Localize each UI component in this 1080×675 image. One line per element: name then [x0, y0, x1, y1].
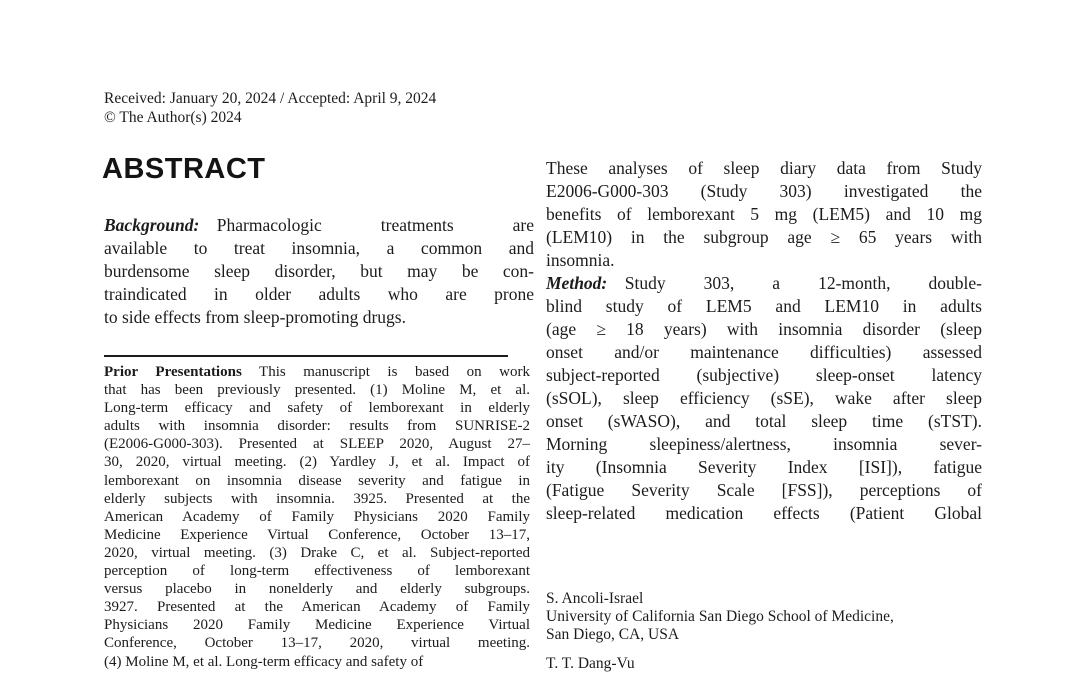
- text-line: Prior Presentations This manuscript is based on work: [104, 364, 530, 380]
- text-line: Medicine Experience Virtual Conference, October 13–17,: [104, 526, 530, 543]
- text-line: adults with insomnia disorder: results from SUNRISE-2: [104, 418, 530, 435]
- text-line: Long-term efficacy and safety of lemborexant in elderly: [104, 400, 530, 417]
- text-line: (4) Moline M, et al. Long-term efficacy and safety of: [104, 653, 424, 670]
- affiliations-block: [546, 590, 982, 673]
- text-line: S. Ancoli-Israel: [546, 590, 644, 607]
- text-line: (age ≥ 18 years) with insomnia disorder (sleep: [546, 319, 982, 339]
- text-line: Morning sleepiness/alertness, insomnia sever-: [546, 434, 982, 454]
- text-line: traindicated in older adults who are prone: [104, 284, 534, 304]
- text-line: Method: Study 303, a 12-month, double-: [546, 273, 982, 293]
- text-line: versus placebo in nonelderly and elderly subgroups.: [104, 581, 530, 598]
- abstract-right-column: [546, 157, 982, 525]
- text-line: elderly subjects with insomnia. 3925. Presented at the: [104, 490, 530, 507]
- text-line: that has been previously presented. (1) Moline M, et al.: [104, 382, 530, 399]
- text-line: available to treat insomnia, a common and: [104, 238, 534, 258]
- received-accepted-block: [104, 90, 574, 127]
- text-line: lemborexant on insomnia disease severity and fatigue in: [104, 472, 530, 489]
- text-line: T. T. Dang-Vu: [546, 655, 635, 672]
- text-line: ity (Insomnia Severity Index [ISI]), fatigue: [546, 457, 982, 477]
- text-line: Background: Pharmacologic treatments are: [104, 215, 534, 235]
- text-line: 30, 2020, virtual meeting. (2) Yardley J, et al. Impact of: [104, 454, 530, 471]
- text-line: insomnia.: [546, 250, 615, 270]
- paragraph-label: Prior Presentations: [104, 364, 242, 380]
- text-line: These analyses of sleep diary data from Study: [546, 158, 982, 178]
- paragraph-label: Background:: [104, 215, 200, 235]
- text-line: Conference, October 13–17, 2020, virtual meeting.: [104, 635, 530, 652]
- text-line: onset and/or maintenance difficulties) assessed: [546, 342, 982, 362]
- text-line: (LEM10) in the subgroup age ≥ 65 years with: [546, 227, 982, 247]
- text-line: (Fatigue Severity Scale [FSS]), perceptions of: [546, 480, 982, 500]
- affiliation-ancoli-israel: [546, 590, 982, 644]
- text-line: sleep-related medication effects (Patient Global: [546, 503, 982, 523]
- method-paragraph: [546, 272, 982, 525]
- text-line: Physicians 2020 Family Medicine Experience Virtual: [104, 617, 530, 634]
- text-line: onset (sWASO), and total sleep time (sTST).: [546, 411, 982, 431]
- text-line: subject-reported (subjective) sleep-onset latency: [546, 365, 982, 385]
- text-line: benefits of lemborexant 5 mg (LEM5) and 10 mg: [546, 204, 982, 224]
- paragraph-label: Method:: [546, 273, 608, 293]
- received-accepted-line: Received: January 20, 2024 / Accepted: April 9, 2024: [104, 90, 437, 107]
- text-line: to side effects from sleep-promoting drugs.: [104, 307, 406, 327]
- text-line: perception of long-term effectiveness of lemborexant: [104, 563, 530, 580]
- text-line: blind study of LEM5 and LEM10 in adults: [546, 296, 982, 316]
- copyright-line: © The Author(s) 2024: [104, 108, 242, 126]
- footnote-divider: [104, 355, 508, 357]
- text-line: 2020, virtual meeting. (3) Drake C, et al. Subject-reported: [104, 544, 530, 561]
- text-line: (sSOL), sleep efficiency (sSE), wake after sleep: [546, 388, 982, 408]
- text-line: American Academy of Family Physicians 2020 Family: [104, 508, 530, 525]
- text-line: University of California San Diego School of Medicine,: [546, 608, 894, 625]
- text-line: E2006-G000-303 (Study 303) investigated the: [546, 181, 982, 201]
- text-line: 3927. Presented at the American Academy of Family: [104, 599, 530, 616]
- background-paragraph: [104, 214, 534, 329]
- text-line: (E2006-G000-303). Presented at SLEEP 2020, August 27–: [104, 436, 530, 453]
- prior-presentations-footnote: [104, 363, 530, 671]
- abstract-heading: ABSTRACT: [102, 153, 266, 185]
- intro-paragraph: [546, 157, 982, 272]
- affiliation-dang-vu: [546, 655, 982, 673]
- text-line: San Diego, CA, USA: [546, 626, 680, 643]
- text-line: burdensome sleep disorder, but may be con-: [104, 261, 534, 281]
